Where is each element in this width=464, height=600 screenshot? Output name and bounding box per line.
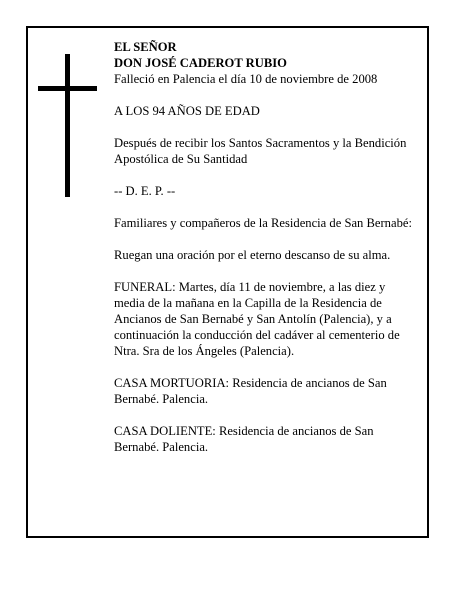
funeral-paragraph: FUNERAL: Martes, día 11 de noviembre, a las diez y media de la mañana en la Capilla de la Residencia de Ancianos de San Bernabé y San Antolín (Palencia), y a continuación la conducción del cadáver al cementerio de Ntra. Sra de los Ángeles (Palencia). <box>114 280 400 358</box>
prayer-line: Ruegan una oración por el eterno descanso de su alma. <box>114 248 391 262</box>
family-line: Familiares y compañeros de la Residencia de San Bernabé: <box>114 216 412 230</box>
death-line: Falleció en Palencia el día 10 de noviembre de 2008 <box>114 72 378 86</box>
age-line: A LOS 94 AÑOS DE EDAD <box>114 104 260 118</box>
casa-doliente: CASA DOLIENTE: Residencia de ancianos de San Bernabé. Palencia. <box>114 424 374 454</box>
cross-icon-vertical <box>65 54 70 197</box>
cross-icon-horizontal <box>38 86 97 91</box>
casa-mortuoria: CASA MORTUORIA: Residencia de ancianos de San Bernabé. Palencia. <box>114 376 387 406</box>
title-line: EL SEÑOR <box>114 40 177 54</box>
dep-line: -- D. E. P. -- <box>114 184 176 198</box>
obituary-text <box>114 39 414 455</box>
deceased-name: DON JOSÉ CADEROT RUBIO <box>114 56 287 70</box>
sacraments-line: Después de recibir los Santos Sacramentos y la Bendición Apostólica de Su Santidad <box>114 136 407 166</box>
